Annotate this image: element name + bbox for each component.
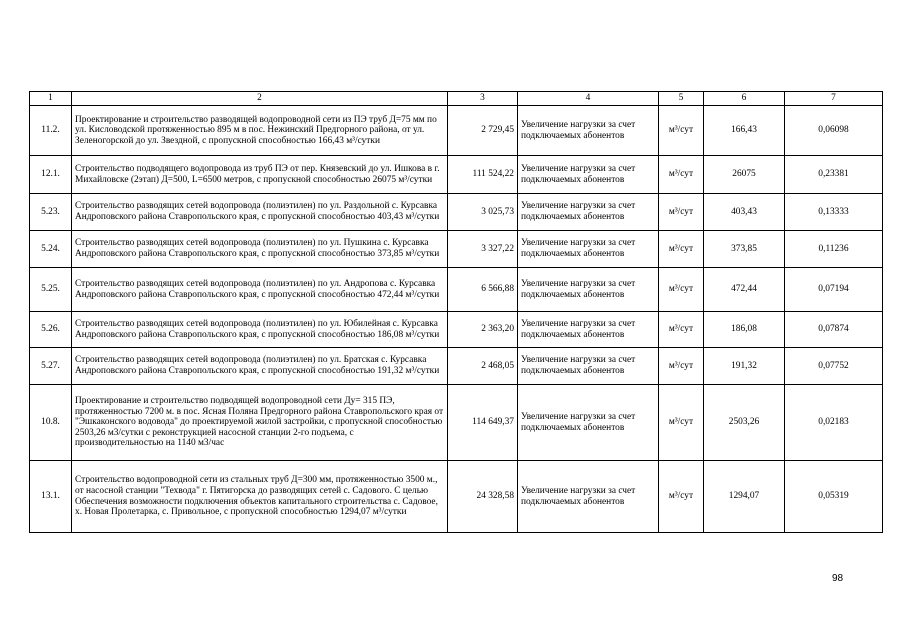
work-description: Проектирование и строительство разводящей водопроводной сети из ПЭ труб Д=75 мм по ул. Кисловодской протяженностью 895 м в пос. Нежинский Предгорного района, от ул. Зеленогорской до ул. Звездной, с пропускной способностью 166,43 м³/сутки (72, 106, 448, 156)
table-header-row (30, 92, 883, 106)
cost-value: 6 566,88 (448, 268, 518, 312)
table-row (30, 106, 883, 156)
reason-text: Увеличение нагрузки за счет подключаемых абонентов (518, 385, 659, 461)
capacity-value: 186,08 (704, 312, 785, 348)
unit-label: м³/сут (659, 231, 704, 268)
capacity-value: 403,43 (704, 194, 785, 231)
cost-value: 2 468,05 (448, 348, 518, 385)
table-row (30, 231, 883, 268)
investment-table (29, 91, 883, 533)
reason-text: Увеличение нагрузки за счет подключаемых абонентов (518, 231, 659, 268)
table-row (30, 268, 883, 312)
work-description: Строительство разводящих сетей водопровода (полиэтилен) по ул. Андропова с. Курсавка Андроповского района Ставропольского края, с пропускной способностью 472,44 м³/сутки (72, 268, 448, 312)
reason-text: Увеличение нагрузки за счет подключаемых абонентов (518, 268, 659, 312)
row-number: 5.24. (30, 231, 72, 268)
cost-value: 2 729,45 (448, 106, 518, 156)
column-header: 6 (704, 92, 785, 106)
unit-label: м³/сут (659, 312, 704, 348)
column-header: 5 (659, 92, 704, 106)
work-description: Строительство подводящего водопровода из труб ПЭ от пер. Князевский до ул. Ишкова в г. Михайловске (2этап) Д=500, L=6500 метров, с пропускной способностью 26075 м³/сутки (72, 156, 448, 194)
row-number: 11.2. (30, 106, 72, 156)
work-description: Строительство разводящих сетей водопровода (полиэтилен) по ул. Братская с. Курсавка Андроповского района Ставропольского края, с пропускной способностью 191,32 м³/сутки (72, 348, 448, 385)
reason-text: Увеличение нагрузки за счет подключаемых абонентов (518, 156, 659, 194)
row-number: 5.26. (30, 312, 72, 348)
cost-value: 111 524,22 (448, 156, 518, 194)
table-row (30, 194, 883, 231)
capacity-value: 166,43 (704, 106, 785, 156)
row-number: 12.1. (30, 156, 72, 194)
coefficient-value: 0,07874 (785, 312, 883, 348)
coefficient-value: 0,07194 (785, 268, 883, 312)
unit-label: м³/сут (659, 461, 704, 533)
coefficient-value: 0,13333 (785, 194, 883, 231)
column-header: 3 (448, 92, 518, 106)
table-row (30, 312, 883, 348)
row-number: 5.23. (30, 194, 72, 231)
row-number: 5.25. (30, 268, 72, 312)
capacity-value: 472,44 (704, 268, 785, 312)
coefficient-value: 0,02183 (785, 385, 883, 461)
reason-text: Увеличение нагрузки за счет подключаемых абонентов (518, 194, 659, 231)
work-description: Строительство разводящих сетей водопровода (полиэтилен) по ул. Юбилейная с. Курсавка Андроповского района Ставропольского края, с пропускной способностью 186,08 м³/сутки (72, 312, 448, 348)
table-row (30, 385, 883, 461)
capacity-value: 26075 (704, 156, 785, 194)
coefficient-value: 0,07752 (785, 348, 883, 385)
coefficient-value: 0,05319 (785, 461, 883, 533)
capacity-value: 373,85 (704, 231, 785, 268)
unit-label: м³/сут (659, 194, 704, 231)
unit-label: м³/сут (659, 268, 704, 312)
coefficient-value: 0,11236 (785, 231, 883, 268)
column-header: 2 (72, 92, 448, 106)
column-header: 7 (785, 92, 883, 106)
work-description: Строительство разводящих сетей водопровода (полиэтилен) по ул. Раздольной с. Курсавка Андроповского района Ставропольского края, с пропускной способностью 403,43 м³/сутки (72, 194, 448, 231)
cost-value: 24 328,58 (448, 461, 518, 533)
reason-text: Увеличение нагрузки за счет подключаемых абонентов (518, 312, 659, 348)
cost-value: 2 363,20 (448, 312, 518, 348)
table-row (30, 348, 883, 385)
reason-text: Увеличение нагрузки за счет подключаемых абонентов (518, 106, 659, 156)
page-number: 98 (832, 573, 844, 584)
row-number: 13.1. (30, 461, 72, 533)
column-header: 4 (518, 92, 659, 106)
column-header: 1 (30, 92, 72, 106)
unit-label: м³/сут (659, 156, 704, 194)
row-number: 10.8. (30, 385, 72, 461)
capacity-value: 191,32 (704, 348, 785, 385)
unit-label: м³/сут (659, 106, 704, 156)
work-description: Проектирование и строительство подводящей водопроводной сети Ду= 315 ПЭ, протяженностью 7200 м. в пос. Ясная Поляна Предгорного района Ставропольского края от "Эшкаконского водовода" до проектируемой жилой застройки, с пропускной способностью 2503,26 м3/сутки с реконструкцией насосной станции 2-го подъема, с производительностью на 1140 м3/час (72, 385, 448, 461)
reason-text: Увеличение нагрузки за счет подключаемых абонентов (518, 348, 659, 385)
coefficient-value: 0,06098 (785, 106, 883, 156)
cost-value: 3 025,73 (448, 194, 518, 231)
row-number: 5.27. (30, 348, 72, 385)
work-description: Строительство водопроводной сети из стальных труб Д=300 мм, протяженностью 3500 м., от насосной станции "Техвода" г. Пятигорска до разводящих сетей с. Садового. С целью Обеспечения возможности подключения объектов капитального строительства с. Садовое, х. Новая Пролетарка, с. Привольное, с пропускной способностью 1294,07 м³/сутки (72, 461, 448, 533)
cost-value: 3 327,22 (448, 231, 518, 268)
table-row (30, 461, 883, 533)
capacity-value: 1294,07 (704, 461, 785, 533)
capacity-value: 2503,26 (704, 385, 785, 461)
reason-text: Увеличение нагрузки за счет подключаемых абонентов (518, 461, 659, 533)
unit-label: м³/сут (659, 348, 704, 385)
coefficient-value: 0,23381 (785, 156, 883, 194)
table-row (30, 156, 883, 194)
work-description: Строительство разводящих сетей водопровода (полиэтилен) по ул. Пушкина с. Курсавка Андроповского района Ставропольского края, с пропускной способностью 373,85 м³/сутки (72, 231, 448, 268)
cost-value: 114 649,37 (448, 385, 518, 461)
unit-label: м³/сут (659, 385, 704, 461)
